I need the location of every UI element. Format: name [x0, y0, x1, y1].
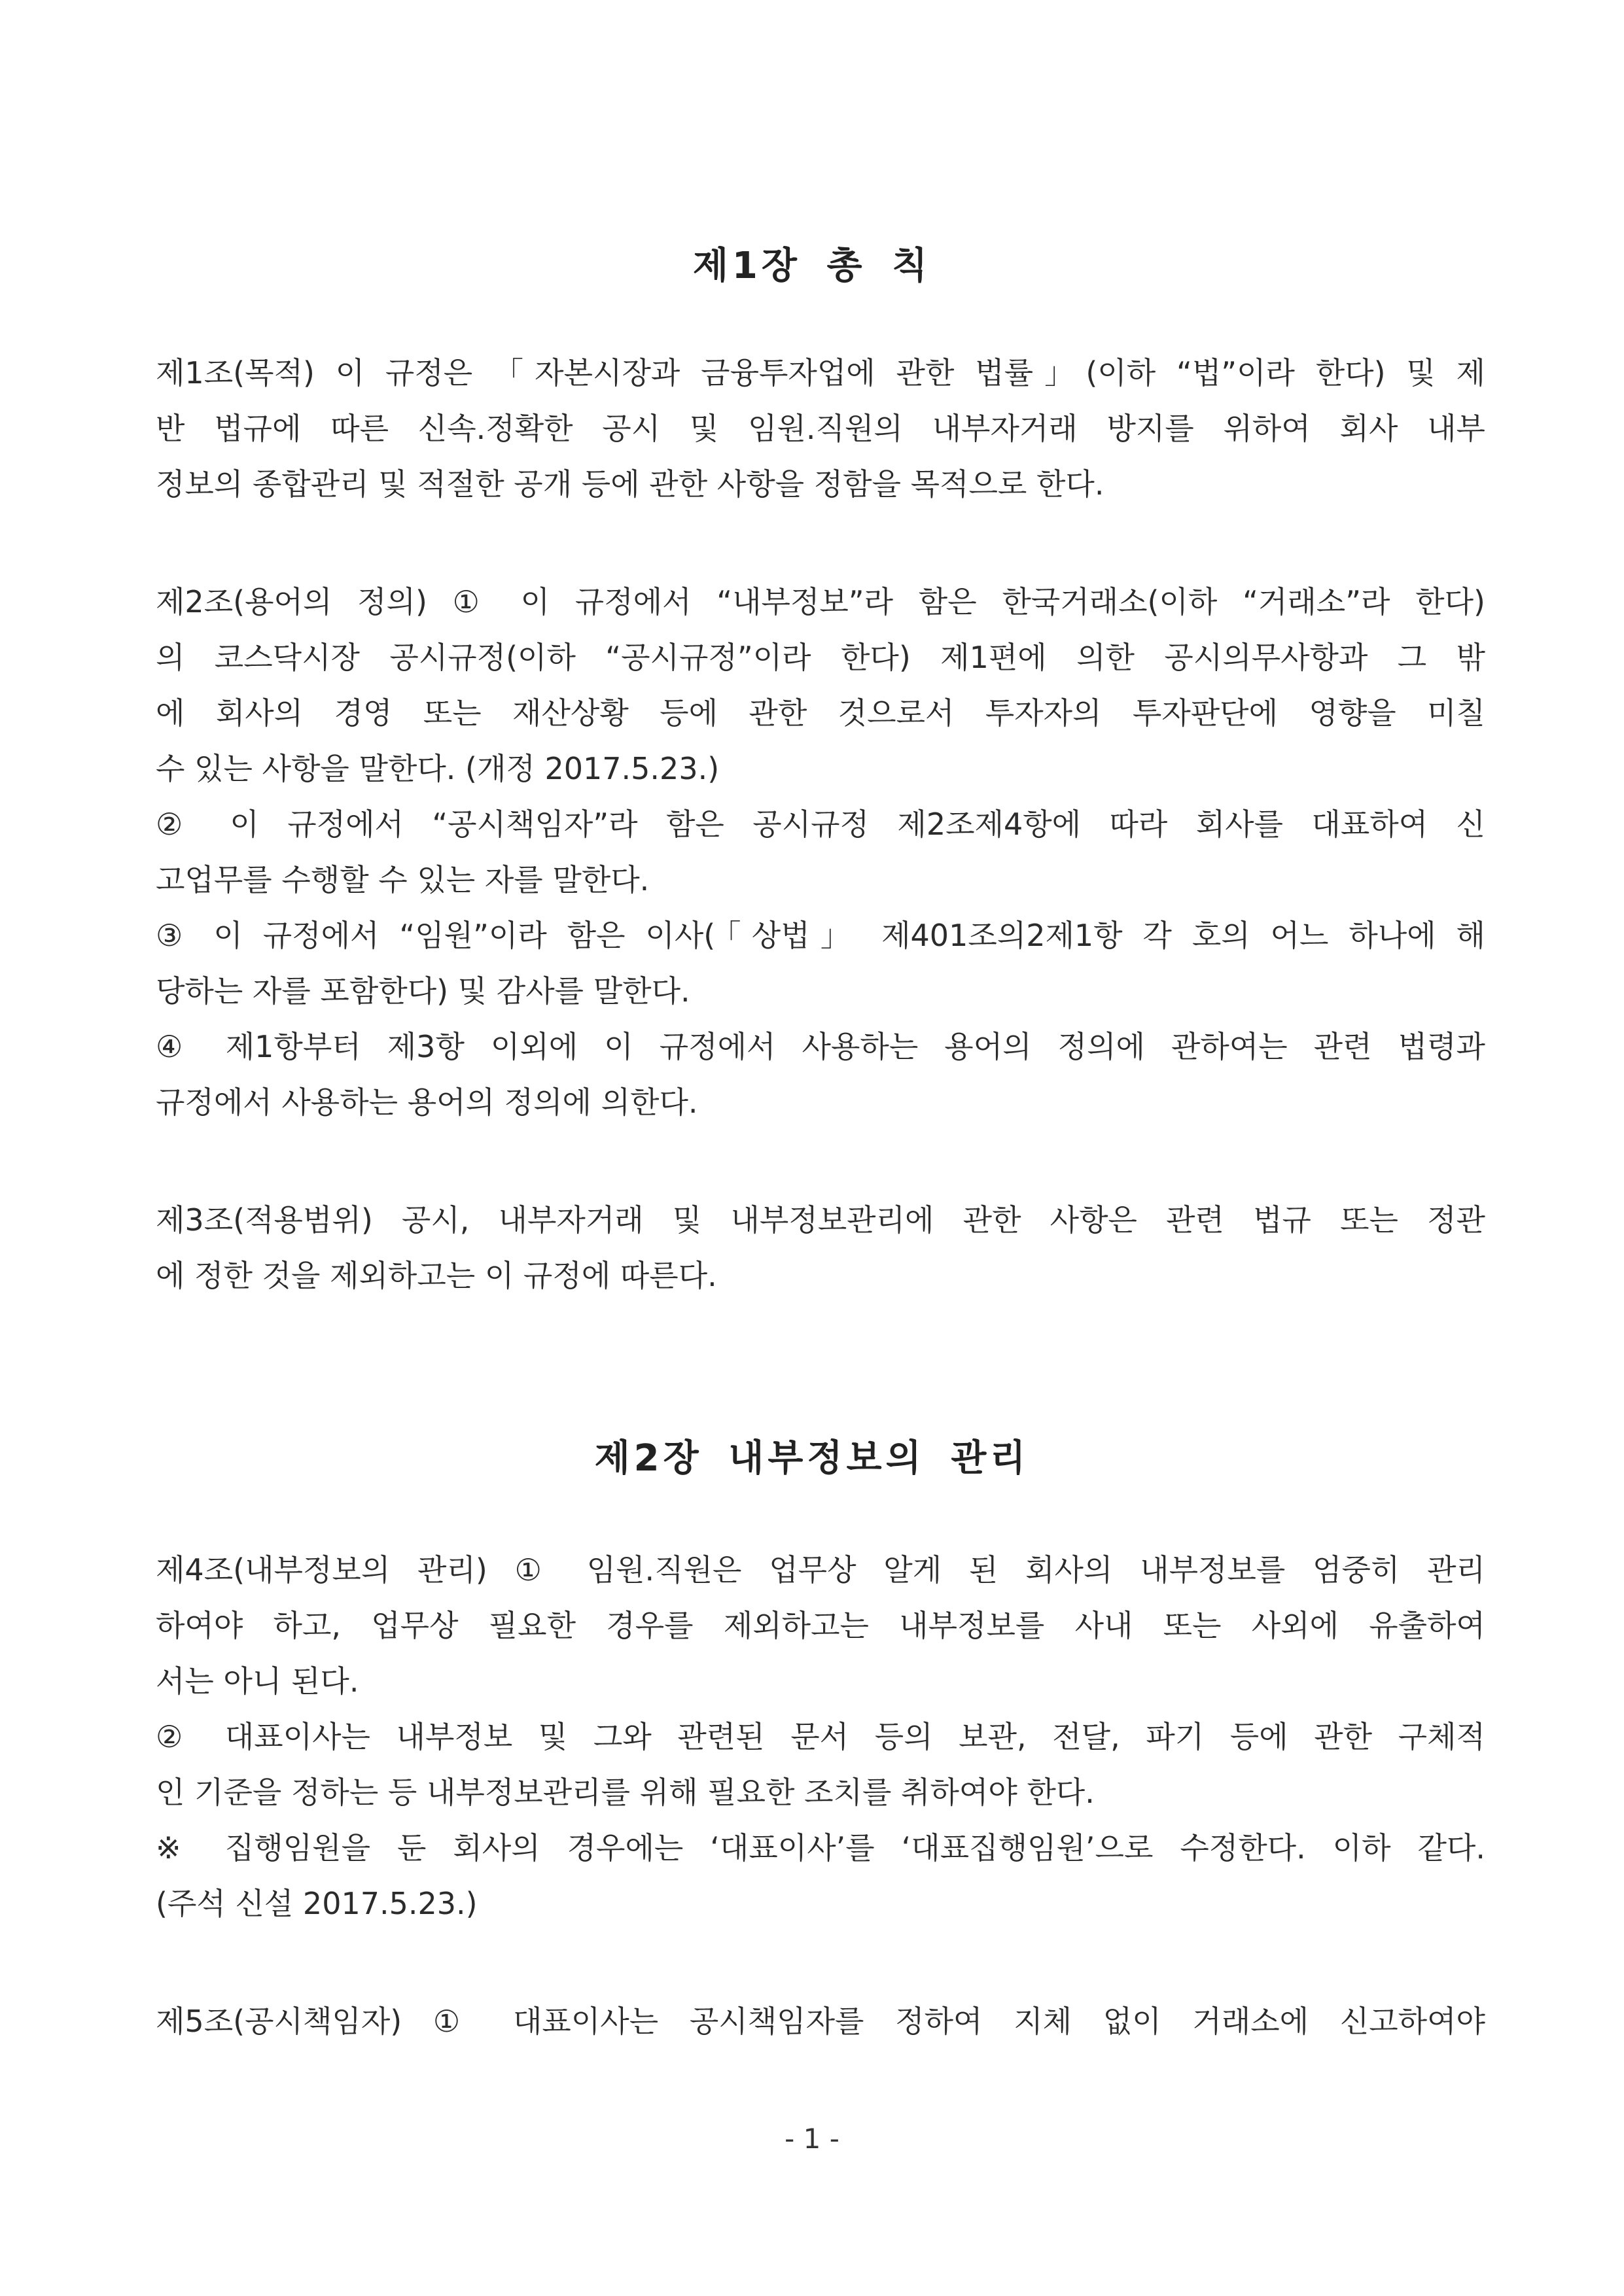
- article-1-line-3: 정보의 종합관리 및 적절한 공개 등에 관한 사항을 정함을 목적으로 한다.: [156, 466, 1104, 502]
- article-4-line-4: ② 대표이사는 내부정보 및 그와 관련된 문서 등의 보관, 전달, 파기 등에 관한 구체적: [156, 1719, 1485, 1754]
- article-4-note-amendment: (주석 신설 2017.5.23.): [156, 1886, 478, 1921]
- article-2-line-3: 에 회사의 경영 또는 재산상황 등에 관한 것으로서 투자자의 투자판단에 영향을 미칠: [156, 695, 1485, 731]
- article-4-note: ※ 집행임원을 둔 회사의 경우에는 ‘대표이사’를 ‘대표집행임원’으로 수정한다. 이하 같다.: [156, 1830, 1485, 1866]
- article-4-line-5: 인 기준을 정하는 등 내부정보관리를 위해 필요한 조치를 취하여야 한다.: [156, 1775, 1095, 1810]
- article-4-line-1: 제4조(내부정보의 관리) ① 임원.직원은 업무상 알게 된 회사의 내부정보를 엄중히 관리: [156, 1552, 1485, 1588]
- article-4-line-3: 서는 아니 된다.: [156, 1663, 359, 1699]
- article-2-line-7: ③ 이 규정에서 “임원”이라 함은 이사(「상법」 제401조의2제1항 각 호의 어느 하나에 해: [156, 918, 1485, 953]
- article-2-line-5: ② 이 규정에서 “공시책임자”라 함은 공시규정 제2조제4항에 따라 회사를 대표하여 신: [156, 807, 1485, 842]
- article-1-line-1: 제1조(목적) 이 규정은 「자본시장과 금융투자업에 관한 법률」(이하 “법”이라 한다) 및 제: [156, 355, 1485, 391]
- article-2-line-1: 제2조(용어의 정의) ① 이 규정에서 “내부정보”라 함은 한국거래소(이하 “거래소”라 한다): [156, 584, 1485, 619]
- article-4-line-2: 하여야 하고, 업무상 필요한 경우를 제외하고는 내부정보를 사내 또는 사외에 유출하여: [156, 1608, 1485, 1643]
- chapter-1-title: 제1장 총 칙: [692, 245, 932, 287]
- article-2-line-4: 수 있는 사항을 말한다. (개정 2017.5.23.): [156, 751, 720, 786]
- article-2-line-6: 고업무를 수행할 수 있는 자를 말한다.: [156, 862, 650, 897]
- article-5-line-1: 제5조(공시책임자) ① 대표이사는 공시책임자를 정하여 지체 없이 거래소에 신고하여야: [156, 2004, 1485, 2039]
- article-2-line-9: ④ 제1항부터 제3항 이외에 이 규정에서 사용하는 용어의 정의에 관하여는 관련 법령과: [156, 1029, 1485, 1064]
- article-2-line-8: 당하는 자를 포함한다) 및 감사를 말한다.: [156, 973, 690, 1009]
- article-3-line-1: 제3조(적용범위) 공시, 내부자거래 및 내부정보관리에 관한 사항은 관련 법규 또는 정관: [156, 1202, 1485, 1238]
- article-2-line-2: 의 코스닥시장 공시규정(이하 “공시규정”이라 한다) 제1편에 의한 공시의무사항과 그 밖: [156, 640, 1485, 675]
- page-number: - 1 -: [785, 2123, 839, 2155]
- chapter-2-title: 제2장 내부정보의 관리: [594, 1437, 1030, 1480]
- article-1-line-2: 반 법규에 따른 신속.정확한 공시 및 임원.직원의 내부자거래 방지를 위하여 회사 내부: [156, 411, 1485, 446]
- article-3-line-2: 에 정한 것을 제외하고는 이 규정에 따른다.: [156, 1258, 717, 1293]
- article-2-line-10: 규정에서 사용하는 용어의 정의에 의한다.: [156, 1085, 698, 1120]
